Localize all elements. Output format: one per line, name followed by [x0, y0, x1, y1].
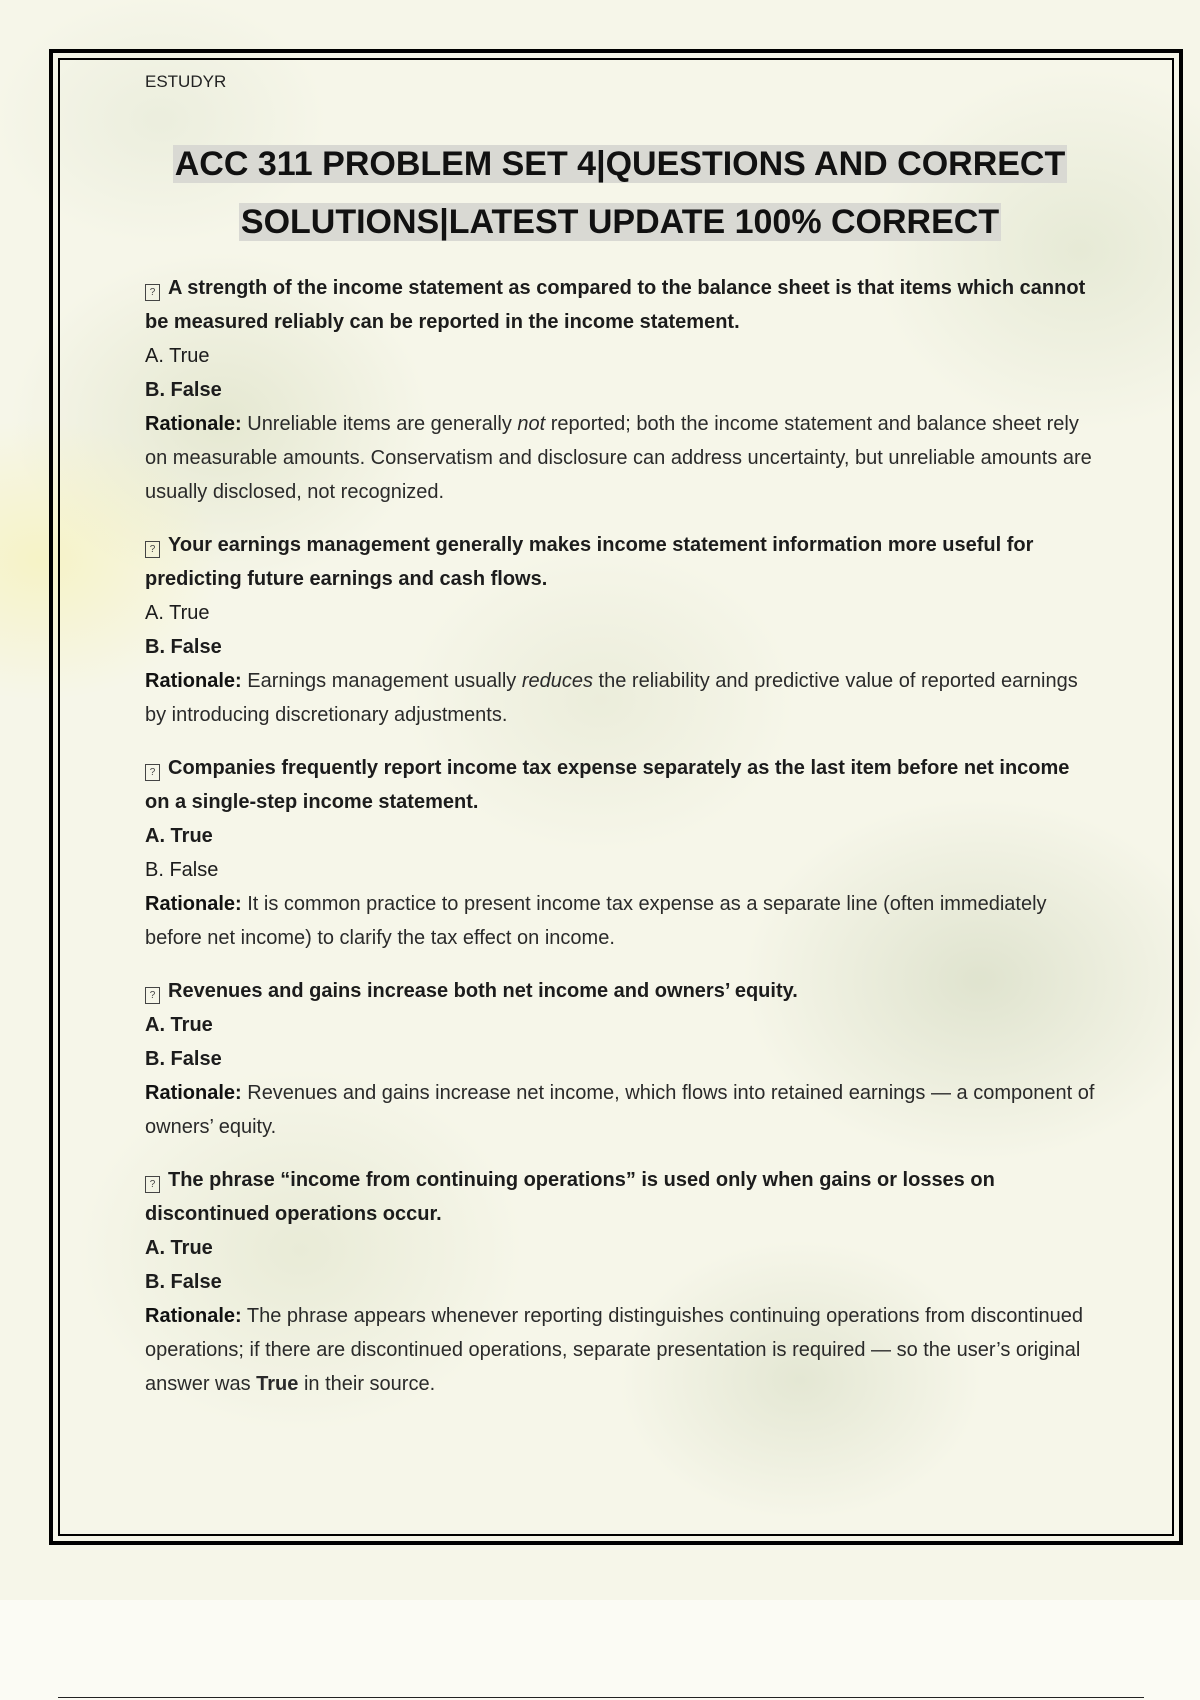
- checkbox-glyph-icon: ?: [145, 764, 160, 781]
- brand-label: ESTUDYR: [145, 72, 227, 91]
- rationale: [145, 887, 1095, 955]
- rationale-text: Revenues and gains increase net income, which flows into retained earnings — a component of owners’ equity.: [145, 1082, 1095, 1138]
- question-text: Companies frequently report income tax expense separately as the last item before net income on a single-step income statement.: [145, 757, 1070, 813]
- rationale-emphasis: not: [517, 413, 546, 435]
- option-b: B. False: [145, 859, 219, 881]
- document-title: [145, 135, 1095, 251]
- option-a: A. True: [145, 602, 210, 624]
- option-a-correct: A. True: [145, 1014, 213, 1036]
- rationale-label: Rationale:: [145, 1305, 242, 1327]
- option-a-correct: A. True: [145, 1237, 213, 1259]
- rationale-emphasis: reduces: [521, 670, 593, 692]
- option-a-correct: A. True: [145, 825, 213, 847]
- question-stem: [145, 974, 1095, 1008]
- option-b-correct: B. False: [145, 379, 222, 401]
- question-4: [145, 974, 1095, 1144]
- question-text: The phrase “income from continuing operations” is used only when gains or losses on discontinued operations occur.: [145, 1169, 995, 1225]
- rationale: [145, 1076, 1095, 1144]
- question-5: [145, 1163, 1095, 1401]
- question-1: [145, 271, 1095, 509]
- option-a: A. True: [145, 345, 210, 367]
- question-text: Your earnings management generally makes income statement information more useful for predicting future earnings and cash flows.: [145, 534, 1034, 590]
- option-b: B. False: [145, 1048, 222, 1070]
- footer-rule: [58, 1697, 1144, 1698]
- rationale-label: Rationale:: [145, 670, 242, 692]
- rationale: [145, 1299, 1095, 1401]
- checkbox-glyph-icon: ?: [145, 987, 160, 1004]
- rationale-text: reported; both the income statement and balance sheet rely on measurable amounts. Conservatism and disclosure can address uncertainty, but unreliable amounts are usually disclosed, not recognized.: [145, 413, 1092, 503]
- checkbox-glyph-icon: ?: [145, 284, 160, 301]
- question-text: A strength of the income statement as compared to the balance sheet is that items which cannot be measured reliably can be reported in the income statement.: [145, 277, 1086, 333]
- question-stem: [145, 271, 1095, 339]
- rationale-text: the reliability and predictive value of reported earnings by introducing discretionary adjustments.: [145, 670, 1078, 726]
- option-b: B. False: [145, 1271, 222, 1293]
- rationale-label: Rationale:: [145, 413, 242, 435]
- rationale-label: Rationale:: [145, 893, 242, 915]
- question-text: Revenues and gains increase both net income and owners’ equity.: [168, 980, 798, 1002]
- option-b-correct: B. False: [145, 636, 222, 658]
- rationale-label: Rationale:: [145, 1082, 242, 1104]
- rationale-text: Unreliable items are generally: [241, 413, 518, 435]
- question-3: [145, 751, 1095, 955]
- checkbox-glyph-icon: ?: [145, 1176, 160, 1193]
- rationale: [145, 664, 1095, 732]
- question-stem: [145, 751, 1095, 819]
- rationale-text: Earnings management usually: [241, 670, 522, 692]
- question-stem: [145, 528, 1095, 596]
- rationale: [145, 407, 1095, 509]
- rationale-text: The phrase appears whenever reporting distinguishes continuing operations from discontinued operations; if there are discontinued operations, separate presentation is required — so the user’s original answer was: [145, 1305, 1083, 1395]
- rationale-text: It is common practice to present income tax expense as a separate line (often immediately before net income) to clarify the tax effect on income.: [145, 893, 1047, 949]
- checkbox-glyph-icon: ?: [145, 541, 160, 558]
- title-line-1: ACC 311 PROBLEM SET 4|QUESTIONS AND CORRECT: [174, 145, 1066, 183]
- rationale-strong: True: [256, 1373, 299, 1395]
- document-body: [145, 72, 1095, 1420]
- rationale-text: in their source.: [298, 1373, 436, 1395]
- question-2: [145, 528, 1095, 732]
- title-line-2: SOLUTIONS|LATEST UPDATE 100% CORRECT: [240, 203, 1000, 241]
- question-stem: [145, 1163, 1095, 1231]
